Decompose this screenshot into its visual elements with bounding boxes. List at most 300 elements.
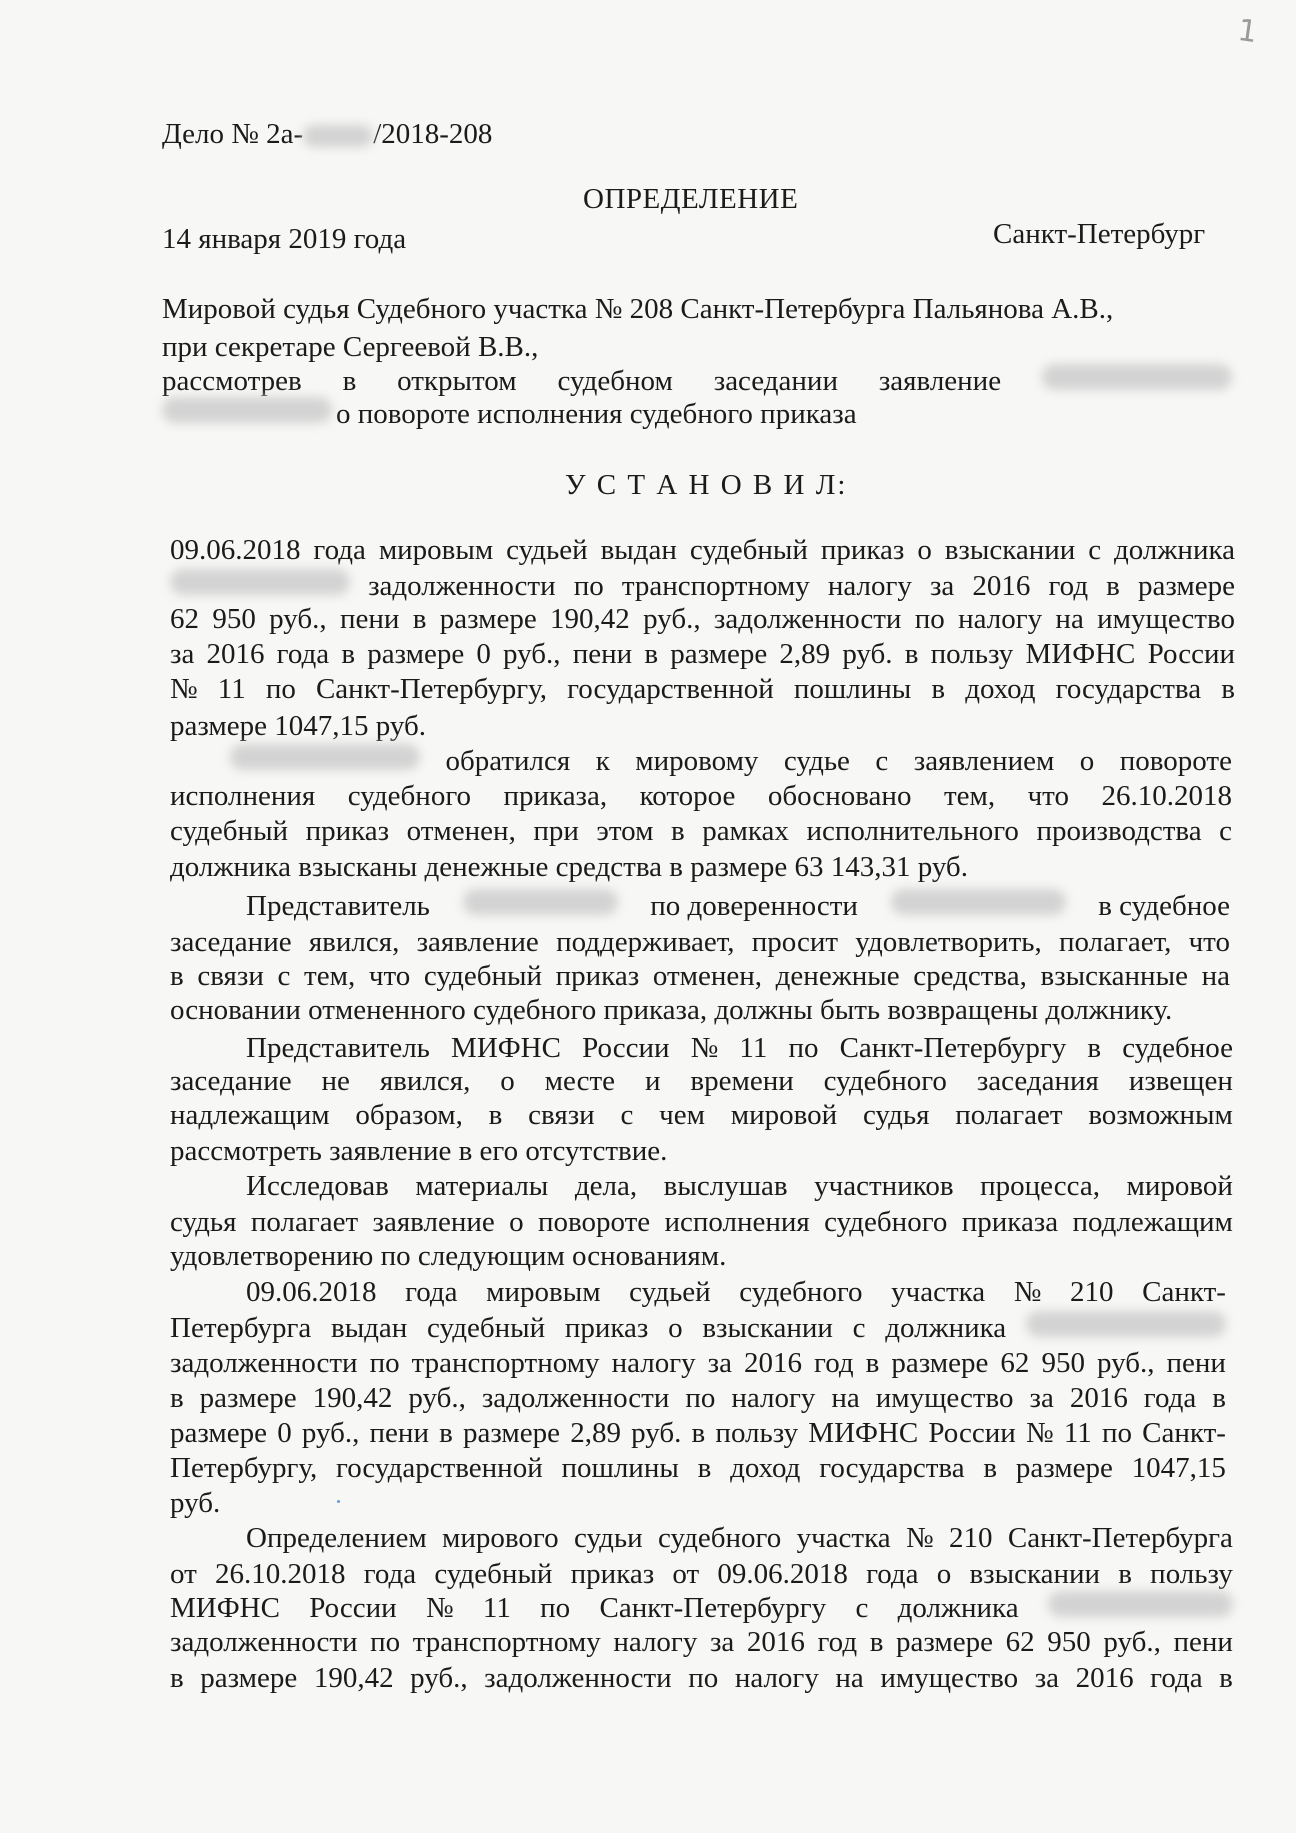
word: судьи — [573, 1522, 643, 1554]
word: России — [1147, 638, 1235, 670]
word: № — [1013, 1276, 1042, 1308]
word: 950 — [1047, 1626, 1091, 1658]
word: имущество — [875, 1382, 1014, 1414]
word: за — [1034, 1662, 1060, 1694]
word: № — [1025, 1417, 1054, 1449]
p2-line-2 — [170, 779, 1232, 814]
word: обратился — [445, 745, 571, 777]
word: 62 — [170, 603, 199, 635]
word: в — [439, 1417, 453, 1449]
p1-line-1 — [170, 533, 1235, 568]
word: по — [370, 1626, 401, 1658]
p6-line-5 — [170, 1416, 1226, 1451]
document-title: ОПРЕДЕЛЕНИЕ — [583, 183, 799, 215]
word: приказ — [555, 960, 640, 992]
word: и — [644, 1065, 661, 1097]
word: на — [835, 1662, 864, 1694]
word: выслушав — [663, 1170, 788, 1202]
word: повороте — [537, 1206, 651, 1238]
p7-line-4 — [170, 1625, 1233, 1660]
word: явился, — [379, 1065, 471, 1097]
word: судьей — [506, 534, 588, 566]
word: России — [928, 1417, 1016, 1449]
p7-line-3 — [170, 1591, 1233, 1626]
word: по — [685, 1382, 716, 1414]
word: с — [277, 960, 291, 992]
p5-line-1 — [170, 1169, 1233, 1204]
word: от — [672, 1558, 700, 1590]
word: пени — [339, 603, 400, 635]
word: Петербургу, — [170, 1452, 318, 1484]
word: Исследовав — [246, 1170, 389, 1202]
word: отменен, — [652, 960, 763, 992]
word: рассмотрев — [162, 365, 302, 397]
word: при — [533, 815, 579, 847]
word: приказ — [564, 1312, 649, 1344]
word: года — [866, 1558, 919, 1590]
word: заседания — [976, 1065, 1099, 1097]
word: тем, — [943, 780, 996, 812]
word: производства — [1036, 815, 1202, 847]
word: Санкт- — [1142, 1417, 1226, 1449]
word: времени — [690, 1065, 794, 1097]
word: в — [170, 960, 184, 992]
word: 0 — [277, 1417, 292, 1449]
word: извещен — [1128, 1065, 1233, 1097]
word: полагает — [250, 1206, 359, 1238]
word: процесса, — [980, 1170, 1100, 1202]
word: по — [788, 1032, 819, 1064]
word: руб., — [503, 638, 561, 670]
word: задолженности — [481, 1382, 670, 1414]
word: судебного — [823, 1065, 947, 1097]
word: открытом — [397, 365, 517, 397]
p6-line-4 — [170, 1381, 1226, 1416]
word: возможным — [1088, 1099, 1233, 1131]
word: по — [573, 570, 604, 602]
word: судебный — [689, 534, 808, 566]
word: в — [1118, 1558, 1132, 1590]
word: участников — [814, 1170, 954, 1202]
word: судебном — [557, 365, 673, 397]
word: размере — [463, 1417, 561, 1449]
word: пользу — [930, 638, 1014, 670]
word: доход — [730, 1452, 801, 1484]
word: руб., — [643, 603, 701, 635]
word: в — [670, 815, 685, 847]
word: пени — [369, 1417, 429, 1449]
word: Санкт-Петербургу, — [315, 673, 547, 705]
word: Петербурга — [170, 1312, 312, 1344]
p1-line-6: размере 1047,15 руб. — [170, 710, 427, 742]
redacted-name — [170, 569, 350, 595]
p5-line-2 — [170, 1205, 1233, 1240]
word: в — [341, 638, 356, 670]
word: заявление — [372, 1206, 495, 1238]
word: 2,89 — [779, 638, 831, 670]
word: года — [363, 1558, 417, 1590]
word: в — [931, 673, 946, 705]
p4-line-2 — [170, 1064, 1233, 1099]
p6-line-3 — [170, 1346, 1226, 1381]
p3-line-3 — [170, 959, 1230, 994]
word: исполнительного — [806, 815, 1019, 847]
redacted-name — [1026, 1311, 1226, 1337]
word: руб. — [842, 638, 893, 670]
intro-line-2: при секретаре Сергеевой В.В., — [162, 331, 539, 363]
word: 09.06.2018 — [170, 534, 301, 566]
p2-line-1 — [170, 744, 1232, 779]
word: в — [1106, 570, 1120, 602]
p4-line-1 — [170, 1031, 1233, 1066]
word: заявлением — [913, 745, 1055, 777]
p7-line-1 — [170, 1521, 1233, 1556]
word: судебный — [170, 815, 289, 847]
word: № — [425, 1592, 454, 1624]
word: заявление — [878, 365, 1002, 397]
word: размере — [170, 1417, 268, 1449]
word: налогу — [731, 1382, 816, 1414]
word: налогу — [958, 603, 1043, 635]
word: Представитель — [246, 1032, 430, 1064]
word: размере — [891, 1347, 989, 1379]
word: судебного — [739, 1276, 863, 1308]
word: в — [1219, 1662, 1233, 1694]
word: судебного — [347, 780, 472, 812]
word: приказа, — [503, 780, 608, 812]
word: 190,42 — [550, 603, 630, 635]
intro-line-3 — [162, 364, 1232, 399]
word: руб., — [1096, 1347, 1155, 1379]
word: по — [265, 673, 296, 705]
word: руб., — [408, 1382, 466, 1414]
word: Санкт-Петербурга — [1007, 1522, 1233, 1554]
word: года — [1143, 1382, 1197, 1414]
p4-line-4: рассмотреть заявление в его отсутствие. — [170, 1135, 668, 1167]
word: тем, — [304, 960, 356, 992]
word: № — [905, 1522, 934, 1554]
redacted-name — [162, 397, 332, 423]
word: 2016 — [746, 1626, 805, 1658]
case-number-suffix: /2018-208 — [373, 118, 493, 150]
word: пени — [572, 638, 633, 670]
redacted-name — [1042, 364, 1232, 390]
word: государственной — [567, 673, 774, 705]
word: 11 — [217, 673, 246, 705]
word: выдан — [331, 1312, 408, 1344]
word: год — [1048, 570, 1089, 602]
word: 0 — [476, 638, 491, 670]
case-number-prefix: Дело № 2а- — [162, 118, 304, 150]
word: в — [1212, 1382, 1226, 1414]
word: имущество — [880, 1662, 1019, 1694]
word: о — [936, 1558, 952, 1590]
word: судебное — [1122, 1032, 1233, 1064]
word: задолженности — [713, 603, 902, 635]
word: приказ — [570, 1558, 655, 1590]
p1-line-3 — [170, 602, 1235, 637]
word: дела, — [574, 1170, 638, 1202]
word: взысканные — [1040, 960, 1188, 992]
word: приказа — [961, 1206, 1059, 1238]
word: № — [690, 1032, 719, 1064]
word: явился, — [308, 926, 400, 958]
word: в — [170, 1662, 184, 1694]
word: 2,89 — [570, 1417, 621, 1449]
word: год — [814, 1347, 854, 1379]
word: размере — [1137, 570, 1235, 602]
p7-line-2 — [170, 1557, 1233, 1592]
word: руб., — [269, 603, 327, 635]
word: повороте — [1119, 745, 1232, 777]
word: о — [1079, 745, 1095, 777]
word: руб., — [301, 1417, 360, 1449]
word: налогу — [611, 1347, 696, 1379]
word: 950 — [1041, 1347, 1085, 1379]
word: руб., — [1103, 1626, 1161, 1658]
word: с — [1219, 815, 1232, 847]
word: средства, — [913, 960, 1027, 992]
established-heading: У С Т А Н О В И Л: — [565, 469, 848, 501]
word: о — [668, 1312, 683, 1344]
p5-line-3: удовлетворению по следующим основаниям. — [170, 1240, 727, 1272]
word: года — [313, 534, 366, 566]
word: за — [1029, 1382, 1054, 1414]
p2-line-3 — [170, 814, 1232, 849]
word: мировым — [486, 1276, 601, 1308]
page-number: 1 — [1235, 12, 1260, 51]
word: судье — [783, 745, 850, 777]
word: от — [170, 1558, 197, 1590]
word: за — [929, 570, 955, 602]
word: по — [369, 1347, 400, 1379]
p3-line-4: основании отмененного судебного приказа, должны быть возвращены должнику. — [170, 994, 1173, 1026]
word: полагает — [955, 1099, 1063, 1131]
word: 62 — [1000, 1347, 1030, 1379]
word: размере — [670, 638, 768, 670]
word: 09.06.2018 — [246, 1276, 377, 1308]
word: судья — [170, 1206, 237, 1238]
word: заявление — [416, 926, 539, 958]
word: должника — [885, 1312, 1007, 1344]
word: в — [865, 1347, 880, 1379]
word: взыскании — [969, 1558, 1101, 1590]
word: налогу — [613, 1626, 698, 1658]
word: 210 — [1070, 1276, 1114, 1308]
scan-speck — [337, 1500, 340, 1503]
word: Определением — [246, 1522, 427, 1554]
word: пользу — [715, 1417, 799, 1449]
word: с — [875, 745, 889, 777]
word: руб. — [631, 1417, 682, 1449]
word: заседание — [170, 926, 292, 958]
word: надлежащим — [170, 1099, 330, 1131]
word: с — [855, 1592, 869, 1624]
word: полагает, — [1058, 926, 1172, 958]
p2-line-4: должника взысканы денежные средства в размере 63 143,31 руб. — [170, 851, 968, 883]
word: мировому — [635, 745, 759, 777]
word: судебный — [423, 960, 542, 992]
word: участка — [796, 1522, 891, 1554]
word: размере — [896, 1626, 994, 1658]
intro-line-4-text: о повороте исполнения судебного приказа — [336, 398, 857, 430]
redacted-name — [1048, 1591, 1233, 1617]
word: что — [368, 960, 411, 992]
word: в — [691, 1417, 706, 1449]
word: в судебное — [1098, 890, 1230, 922]
word: что — [1188, 926, 1230, 958]
document-city: Санкт-Петербург — [993, 218, 1206, 250]
word: МИФНС — [1025, 638, 1136, 670]
word: 11 — [1063, 1417, 1092, 1449]
word: пени — [1173, 1626, 1233, 1658]
p6-line-6 — [170, 1451, 1226, 1486]
word: 62 — [1005, 1626, 1035, 1658]
word: задолженности — [170, 1347, 358, 1379]
word: года — [276, 638, 330, 670]
word: денежные — [775, 960, 900, 992]
word: взыскании — [944, 534, 1076, 566]
word: не — [321, 1065, 350, 1097]
word: 2016 — [206, 638, 265, 670]
p3-line-2 — [170, 925, 1230, 960]
word: по — [540, 1592, 571, 1624]
word: этом — [596, 815, 654, 847]
word: России — [582, 1032, 670, 1064]
word: налогу — [734, 1662, 819, 1694]
word: государства — [1055, 673, 1202, 705]
word: в — [1221, 673, 1235, 705]
word: Санкт-Петербургу — [839, 1032, 1067, 1064]
word: 2016 — [1075, 1662, 1134, 1694]
word: 2016 — [1069, 1382, 1128, 1414]
word: за — [170, 638, 195, 670]
intro-line-1: Мировой судья Судебного участка № 208 Санкт-Петербурга Пальянова А.В., — [162, 293, 1114, 325]
p7-line-5 — [170, 1661, 1233, 1696]
p1-line-5 — [170, 672, 1235, 707]
word: в — [412, 603, 427, 635]
word: в — [869, 1626, 884, 1658]
word: должника — [1114, 534, 1235, 566]
word: связи — [197, 960, 264, 992]
intro-line-4 — [162, 397, 1222, 432]
word: 2016 — [743, 1347, 802, 1379]
word: в — [342, 365, 357, 397]
word: должника — [897, 1592, 1019, 1624]
word: с — [620, 1099, 634, 1131]
redacted-name — [891, 889, 1066, 915]
word: обосновано — [767, 780, 912, 812]
word: 26.10.2018 — [1101, 780, 1232, 812]
word: рамках — [702, 815, 789, 847]
word: в — [170, 1382, 184, 1414]
word: судебный — [427, 1312, 546, 1344]
word: удовлетворить, — [855, 926, 1042, 958]
word: размере — [1015, 1452, 1113, 1484]
word: заседании — [713, 365, 838, 397]
word: МИФНС — [451, 1032, 561, 1064]
word: задолженности — [484, 1662, 672, 1694]
document-date: 14 января 2019 года — [162, 223, 407, 255]
word: год — [817, 1626, 858, 1658]
word: по — [914, 603, 945, 635]
word: размере — [200, 1662, 298, 1694]
word: мировым — [378, 534, 494, 566]
p6-line-1 — [170, 1275, 1226, 1310]
word: 2016 — [972, 570, 1031, 602]
redacted-name — [230, 744, 420, 770]
word: в — [904, 638, 919, 670]
word: выдан — [600, 534, 677, 566]
word: участка — [891, 1276, 986, 1308]
word: заседание — [170, 1065, 292, 1097]
word: 190,42 — [312, 1382, 393, 1414]
word: судья — [862, 1099, 930, 1131]
word: 1047,15 — [1131, 1452, 1226, 1484]
word: подлежащим — [1072, 1206, 1233, 1238]
word: 26.10.2018 — [215, 1558, 346, 1590]
word: размере — [439, 603, 537, 635]
word: о — [917, 534, 932, 566]
word: по — [1101, 1417, 1132, 1449]
redacted-name — [463, 889, 618, 915]
word: доход — [965, 673, 1036, 705]
word: в — [644, 638, 659, 670]
word: на — [1201, 960, 1230, 992]
word: о — [509, 1206, 524, 1238]
word: что — [1027, 780, 1069, 812]
p4-line-3 — [170, 1098, 1233, 1133]
word: Санкт-Петербургу — [599, 1592, 827, 1624]
word: размере — [367, 638, 465, 670]
word: в — [983, 1452, 998, 1484]
word: 210 — [949, 1522, 993, 1554]
word: образом, — [355, 1099, 463, 1131]
word: транспортному — [411, 1347, 600, 1379]
word: транспортному — [621, 570, 810, 602]
word: № — [170, 673, 198, 705]
word: 09.06.2018 — [717, 1558, 848, 1590]
word: чем — [659, 1099, 705, 1131]
word: судьей — [629, 1276, 711, 1308]
word: мировой — [730, 1099, 838, 1131]
word: приказ — [820, 534, 905, 566]
word: судебного — [824, 1206, 948, 1238]
word: пошлины — [561, 1452, 679, 1484]
word: руб., — [410, 1662, 468, 1694]
word: задолженности — [368, 570, 556, 602]
word: в — [1087, 1032, 1102, 1064]
word: с — [1088, 534, 1102, 566]
word: исполнения — [664, 1206, 810, 1238]
word: за — [707, 1347, 732, 1379]
word: о — [500, 1065, 515, 1097]
word: государственной — [336, 1452, 543, 1484]
word: 190,42 — [313, 1662, 394, 1694]
word: МИФНС — [170, 1592, 280, 1624]
word: 11 — [482, 1592, 511, 1624]
word: года — [1150, 1662, 1203, 1694]
word: исполнения — [170, 780, 316, 812]
p1-line-2 — [170, 569, 1235, 604]
word: к — [595, 745, 610, 777]
case-number — [162, 117, 492, 152]
word: задолженности — [170, 1626, 358, 1658]
p6-line-2 — [170, 1311, 1226, 1346]
word: года — [405, 1276, 458, 1308]
word: в — [697, 1452, 712, 1484]
word: судебного — [657, 1522, 782, 1554]
